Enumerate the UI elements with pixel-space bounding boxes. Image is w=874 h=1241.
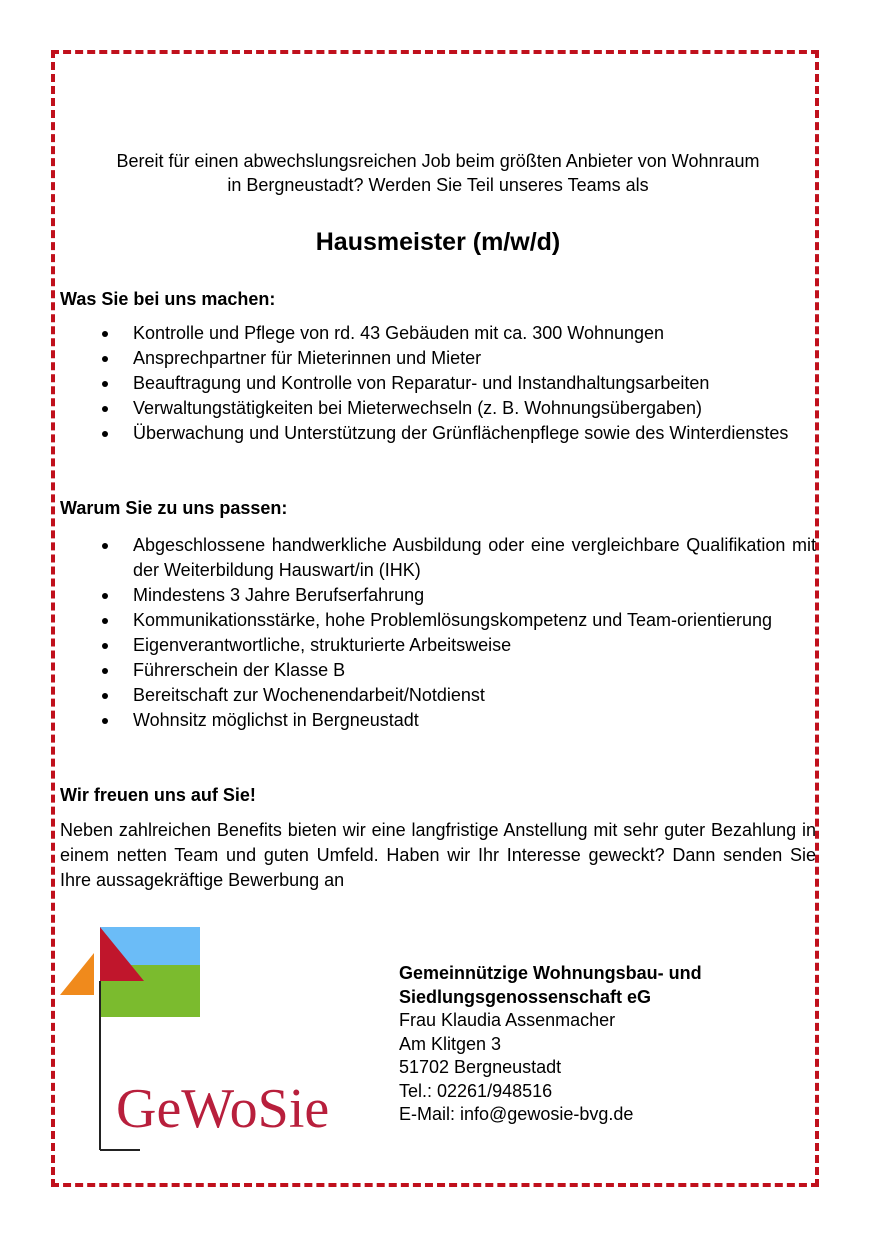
bullet-icon bbox=[102, 718, 108, 724]
list-item: Führerschein der Klasse B bbox=[60, 658, 816, 683]
bullet-icon bbox=[102, 331, 108, 337]
list-item: Verwaltungstätigkeiten bei Mieterwechseln (z. B. Wohnungsübergaben) bbox=[60, 396, 816, 421]
street-address: Am Klitgen 3 bbox=[399, 1033, 502, 1054]
email-address[interactable]: E-Mail: info@gewosie-bvg.de bbox=[399, 1104, 634, 1124]
bullet-icon bbox=[102, 381, 108, 387]
list-item: Kontrolle und Pflege von rd. 43 Gebäuden mit ca. 300 Wohnungen bbox=[60, 321, 816, 346]
bullet-icon bbox=[102, 543, 108, 549]
bullet-icon bbox=[102, 431, 108, 437]
bullet-icon bbox=[102, 356, 108, 362]
tasks-list bbox=[60, 321, 816, 446]
offer-paragraph: Neben zahlreichen Benefits bieten wir eine langfristige Anstellung mit sehr guter Bezahlung in einem netten Team und guten Umfeld. Haben wir Ihr Interesse geweckt? Dann senden Sie Ihre aussagekräftige Bewerbung an bbox=[60, 820, 816, 890]
phone-number: Tel.: 02261/948516 bbox=[399, 1080, 553, 1101]
logo-wordmark: GeWoSie bbox=[116, 1078, 330, 1140]
tasks-heading: Was Sie bei uns machen: bbox=[60, 289, 276, 309]
logo-orange-triangle bbox=[60, 953, 94, 995]
list-item: Ansprechpartner für Mieterinnen und Mieter bbox=[60, 346, 816, 371]
contact-block bbox=[399, 962, 702, 1127]
postal-city: 51702 Bergneustadt bbox=[399, 1057, 562, 1077]
contact-person: Frau Klaudia Assenmacher bbox=[399, 1010, 616, 1030]
bullet-icon bbox=[102, 593, 108, 599]
intro-text bbox=[60, 149, 816, 197]
offer-heading: Wir freuen uns auf Sie! bbox=[60, 785, 256, 805]
profile-heading: Warum Sie zu uns passen: bbox=[60, 498, 288, 518]
bullet-icon bbox=[102, 618, 108, 624]
bullet-icon bbox=[102, 668, 108, 674]
list-item: Kommunikationsstärke, hohe Problemlösungskompetenz und Team-orientierung bbox=[60, 608, 816, 633]
bullet-icon bbox=[102, 693, 108, 699]
bullet-icon bbox=[102, 406, 108, 412]
intro-line-1: Bereit für einen abwechslungsreichen Job beim größten Anbieter von Wohnraum bbox=[116, 151, 760, 171]
list-item: Bereitschaft zur Wochenendarbeit/Notdienst bbox=[60, 683, 816, 708]
list-item: Beauftragung und Kontrolle von Reparatur- und Instandhaltungsarbeiten bbox=[60, 371, 816, 396]
gewosie-logo bbox=[58, 927, 348, 1167]
list-item: Eigenverantwortliche, strukturierte Arbeitsweise bbox=[60, 633, 816, 658]
gewosie-logo-graphic bbox=[58, 927, 348, 1167]
profile-list bbox=[60, 533, 816, 733]
job-title: Hausmeister (m/w/d) bbox=[315, 228, 561, 256]
list-item: Überwachung und Unterstützung der Grünflächenpflege sowie des Winterdienstes bbox=[60, 421, 816, 446]
list-item: Abgeschlossene handwerkliche Ausbildung oder eine vergleichbare Qualifikation mit der Weiterbildung Hauswart/in (IHK) bbox=[60, 533, 816, 583]
list-item: Wohnsitz möglichst in Bergneustadt bbox=[60, 708, 816, 733]
bullet-icon bbox=[102, 643, 108, 649]
org-name-line-2: Siedlungsgenossenschaft eG bbox=[399, 986, 652, 1007]
list-item: Mindestens 3 Jahre Berufserfahrung bbox=[60, 583, 816, 608]
intro-line-2: in Bergneustadt? Werden Sie Teil unseres Teams als bbox=[227, 175, 649, 195]
org-name-line-1: Gemeinnützige Wohnungsbau- und bbox=[399, 963, 702, 983]
